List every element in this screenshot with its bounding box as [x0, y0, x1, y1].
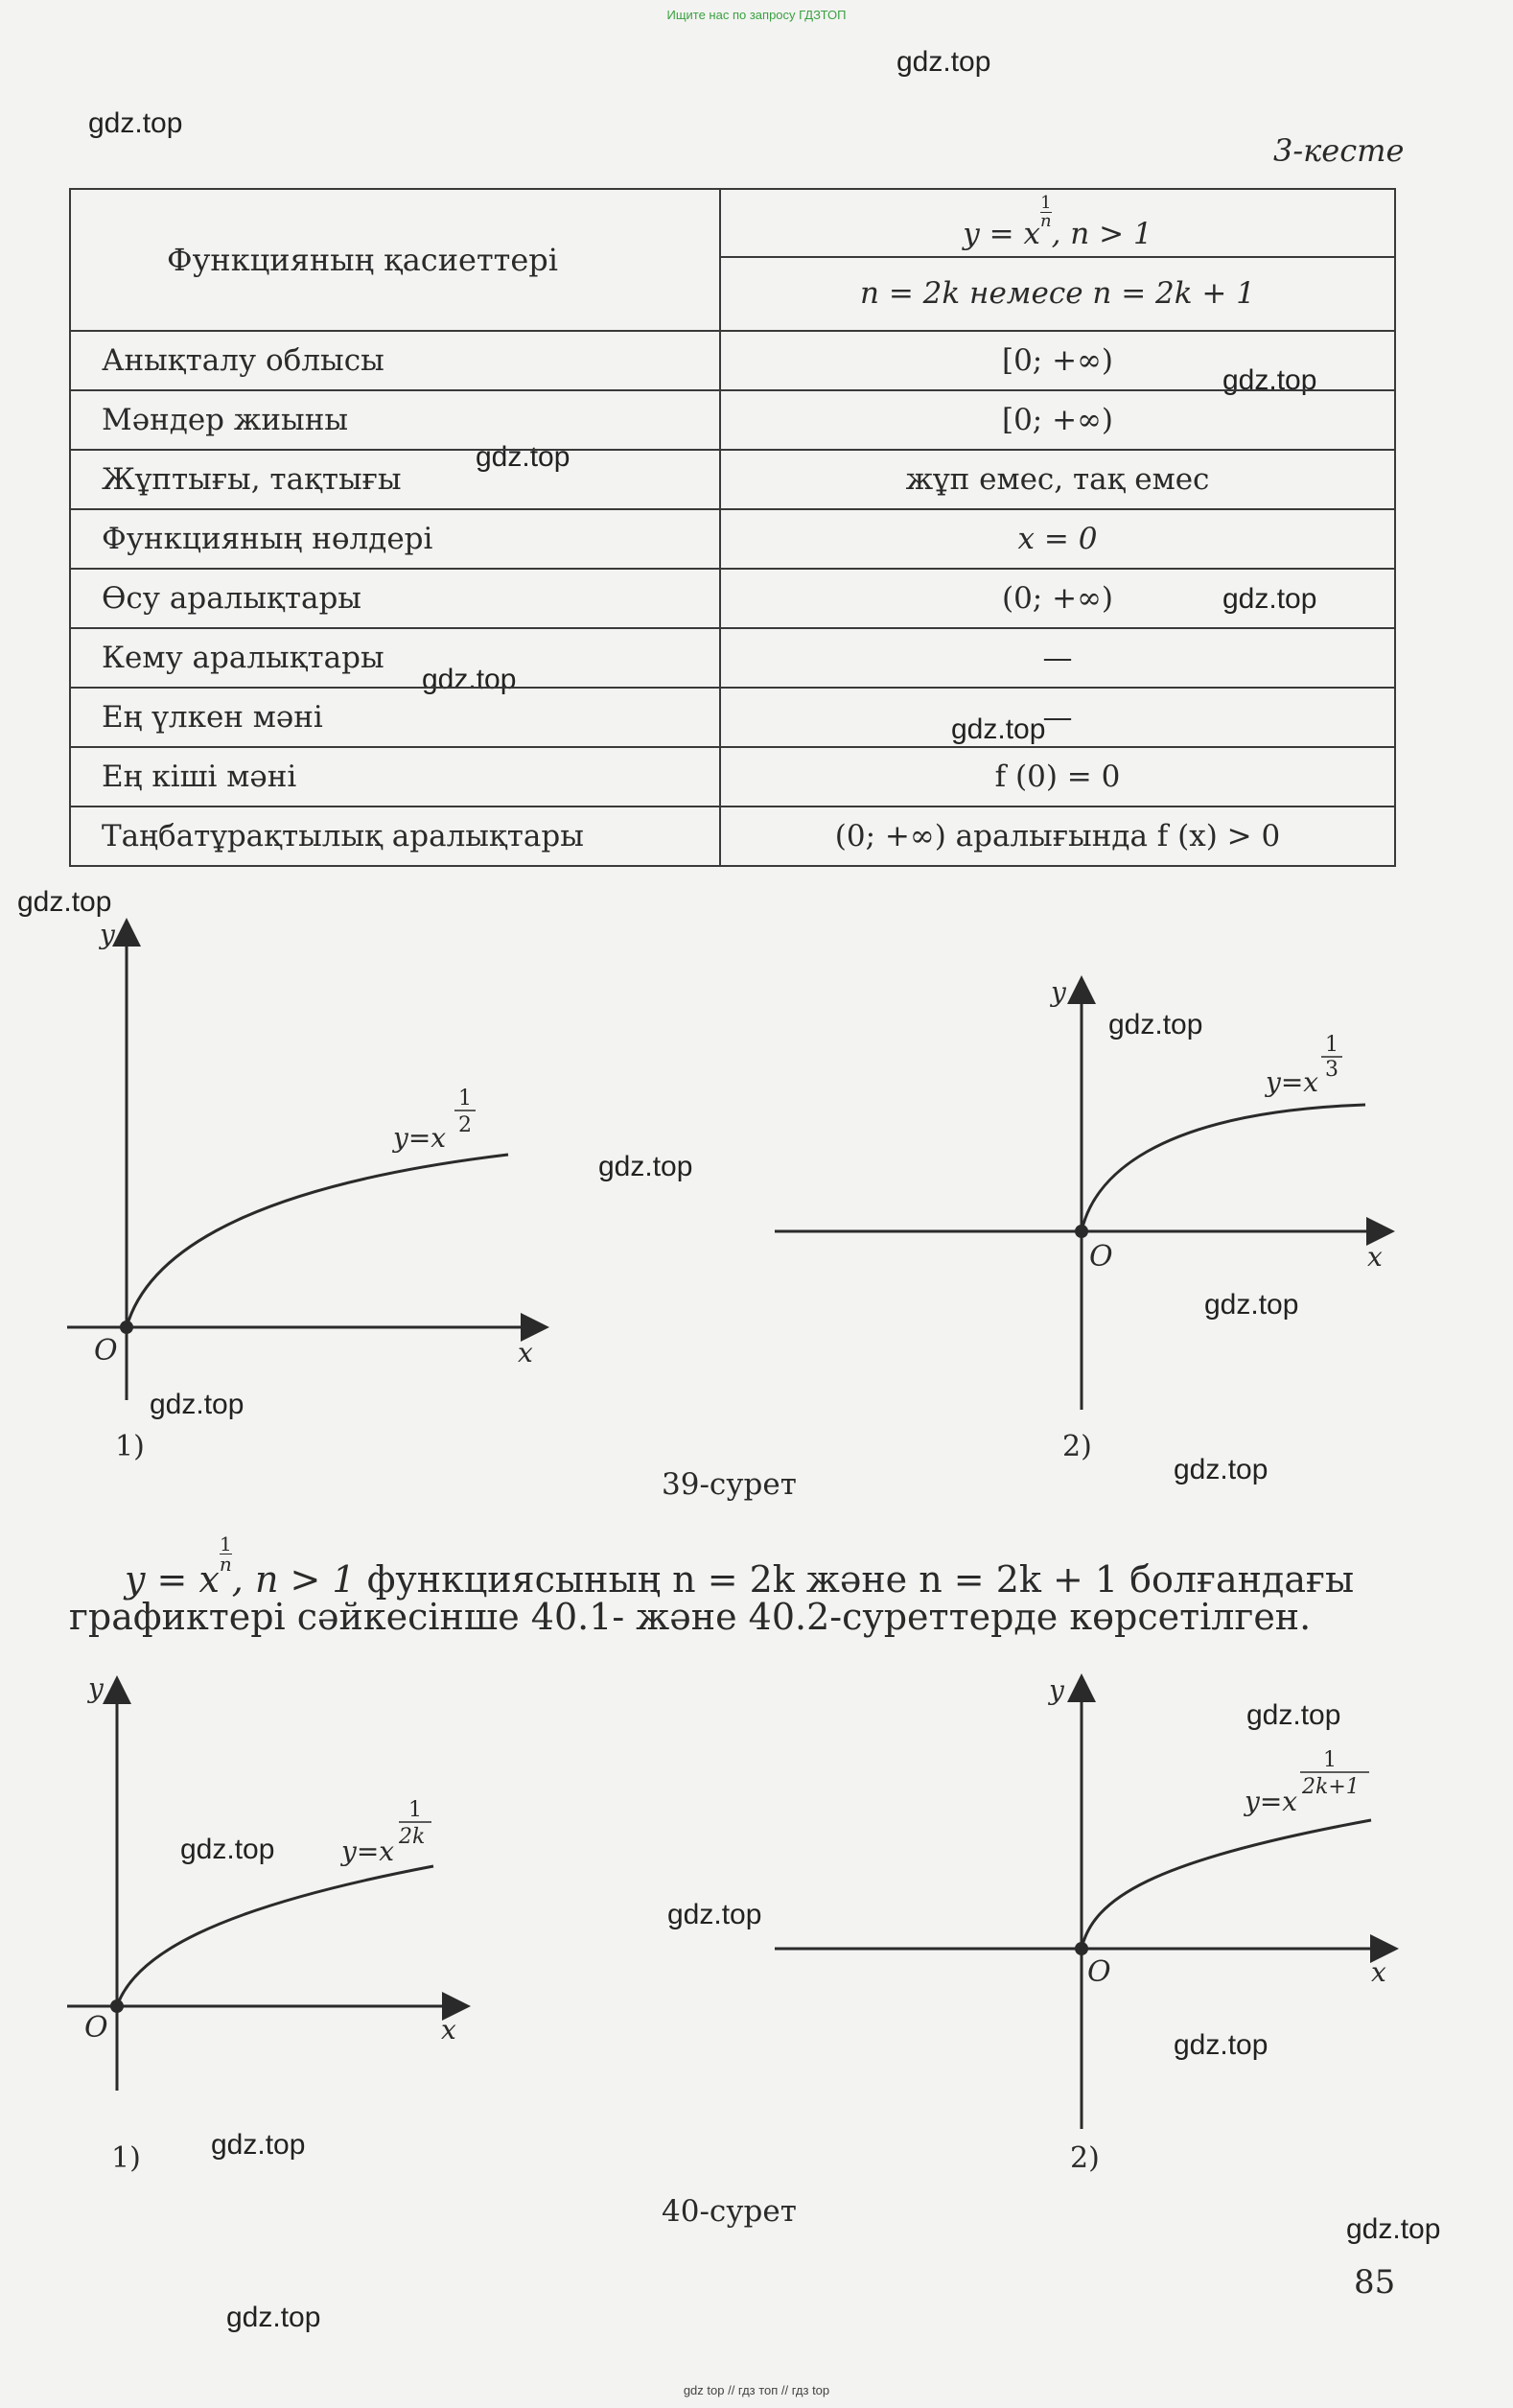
- watermark: gdz.top: [476, 441, 570, 473]
- y-label: y: [1049, 1674, 1064, 1706]
- table-header-left: Функцияның қасиеттері: [70, 189, 720, 331]
- table-row: [70, 331, 1395, 390]
- watermark: gdz.top: [180, 1834, 275, 1865]
- origin-point: [110, 1999, 124, 2013]
- row-property: Анықталу облысы: [70, 331, 720, 390]
- row-property: Өсу аралықтары: [70, 569, 720, 628]
- figure-39: [0, 901, 1513, 1515]
- table-row: [70, 688, 1395, 747]
- row-property: Кему аралықтары: [70, 628, 720, 688]
- table-row: [70, 569, 1395, 628]
- origin-label: O: [84, 2011, 108, 2045]
- curve: [1082, 1820, 1371, 1949]
- watermark: gdz.top: [1174, 1454, 1269, 1485]
- page-number: 85: [1354, 2263, 1396, 2302]
- graph-39-1: [67, 919, 547, 1463]
- row-value: —: [720, 628, 1395, 688]
- table-row: [70, 390, 1395, 450]
- row-property: Ең кіші мәні: [70, 747, 720, 807]
- table-label: 3-кесте: [1273, 132, 1405, 169]
- watermark: gdz.top: [1222, 583, 1317, 615]
- origin-point: [1075, 1225, 1088, 1238]
- curve: [1082, 1105, 1365, 1231]
- table-row: [70, 807, 1395, 866]
- x-label: x: [518, 1337, 533, 1368]
- paragraph-line-2: графиктері сәйкесінше 40.1- және 40.2-суреттерде көрсетілген.: [69, 1596, 1312, 1638]
- watermark: gdz.top: [1346, 2213, 1441, 2245]
- x-label: x: [1367, 1241, 1383, 1273]
- watermark: gdz.top: [1174, 2029, 1269, 2061]
- exponent-den: 2k: [399, 1825, 426, 1849]
- watermark: gdz.top: [17, 886, 112, 918]
- watermark: gdz.top: [88, 107, 183, 139]
- watermark: gdz.top: [667, 1899, 762, 1930]
- watermark: gdz.top: [1108, 1009, 1203, 1040]
- x-label: x: [1371, 1956, 1386, 1988]
- watermark: gdz.top: [1246, 1699, 1341, 1731]
- graph-39-2: [775, 976, 1392, 1463]
- graph-label: 1): [111, 2141, 141, 2175]
- watermark: gdz.top: [211, 2129, 306, 2161]
- table-header-sub: n = 2k немесе n = 2k + 1: [720, 257, 1395, 331]
- row-value: (0; +∞): [720, 569, 1395, 628]
- footer-note: gdz top // гдз топ // гдз top: [683, 2383, 830, 2397]
- curve-label: y=x: [393, 1122, 447, 1154]
- row-value: x = 0: [720, 509, 1395, 569]
- table-header-formula: y = x $^{\frac{1}{n}}$ , n > 1: [720, 189, 1395, 257]
- row-property: Ең үлкен мәні: [70, 688, 720, 747]
- row-property: Функцияның нөлдері: [70, 509, 720, 569]
- table-row: [70, 628, 1395, 688]
- watermark: gdz.top: [598, 1151, 693, 1182]
- graph-40-1: [67, 1672, 468, 2175]
- table-row: [70, 747, 1395, 807]
- watermark: gdz.top: [226, 2302, 321, 2333]
- row-property: Жұптығы, тақтығы: [70, 450, 720, 509]
- header-note: Ищите нас по запросу ГДЗТОП: [666, 8, 847, 22]
- exponent-num: 1: [1323, 1748, 1337, 1772]
- origin-label: O: [94, 1334, 118, 1368]
- row-property: Мәндер жиыны: [70, 390, 720, 450]
- y-label: y: [88, 1672, 104, 1704]
- watermark: gdz.top: [422, 664, 517, 695]
- origin-label: O: [1089, 1240, 1113, 1274]
- y-label: y: [100, 919, 115, 950]
- row-value: [0; +∞): [720, 331, 1395, 390]
- figure-40: [0, 1649, 1513, 2186]
- curve-label: y=x: [341, 1835, 395, 1867]
- row-value: жұп емес, тақ емес: [720, 450, 1395, 509]
- watermark: gdz.top: [896, 46, 991, 78]
- watermark: gdz.top: [1222, 364, 1317, 396]
- origin-label: O: [1087, 1955, 1111, 1989]
- watermark: gdz.top: [1204, 1289, 1299, 1321]
- y-label: y: [1051, 976, 1066, 1008]
- watermark: gdz.top: [150, 1389, 244, 1420]
- origin-point: [120, 1321, 133, 1334]
- exponent-num: 1: [458, 1087, 472, 1110]
- exponent-den: 3: [1325, 1058, 1338, 1082]
- row-property: Таңбатұрақтылық аралықтары: [70, 807, 720, 866]
- figure-39-caption: 39-сурет: [662, 1467, 797, 1502]
- table-row: [70, 509, 1395, 569]
- exponent-den: 2k+1: [1302, 1775, 1360, 1799]
- exponent-num: 1: [1325, 1033, 1338, 1057]
- curve-label: y=x: [1245, 1786, 1298, 1817]
- x-label: x: [441, 2014, 456, 2046]
- paragraph-line-1: y = x $^{\frac{1}{n}}$ , n > 1 функциясының n = 2k және n = 2k + 1 болғандағы: [125, 1532, 1355, 1601]
- curve: [127, 1155, 508, 1327]
- exponent-num: 1: [408, 1798, 422, 1822]
- row-value: (0; +∞) аралығында f (x) > 0: [720, 807, 1395, 866]
- row-value: [0; +∞): [720, 390, 1395, 450]
- table-row: [70, 450, 1395, 509]
- row-value: f (0) = 0: [720, 747, 1395, 807]
- graph-label: 2): [1070, 2141, 1100, 2175]
- origin-point: [1075, 1942, 1088, 1955]
- figure-40-caption: 40-сурет: [662, 2194, 797, 2229]
- graph-40-2: [775, 1674, 1396, 2175]
- graph-label: 2): [1062, 1430, 1092, 1463]
- curve: [117, 1866, 433, 2006]
- graph-label: 1): [115, 1430, 145, 1463]
- curve-label: y=x: [1266, 1066, 1319, 1098]
- exponent-den: 2: [458, 1113, 472, 1137]
- watermark: gdz.top: [951, 713, 1046, 745]
- properties-table: [69, 188, 1396, 867]
- row-value: —: [720, 688, 1395, 747]
